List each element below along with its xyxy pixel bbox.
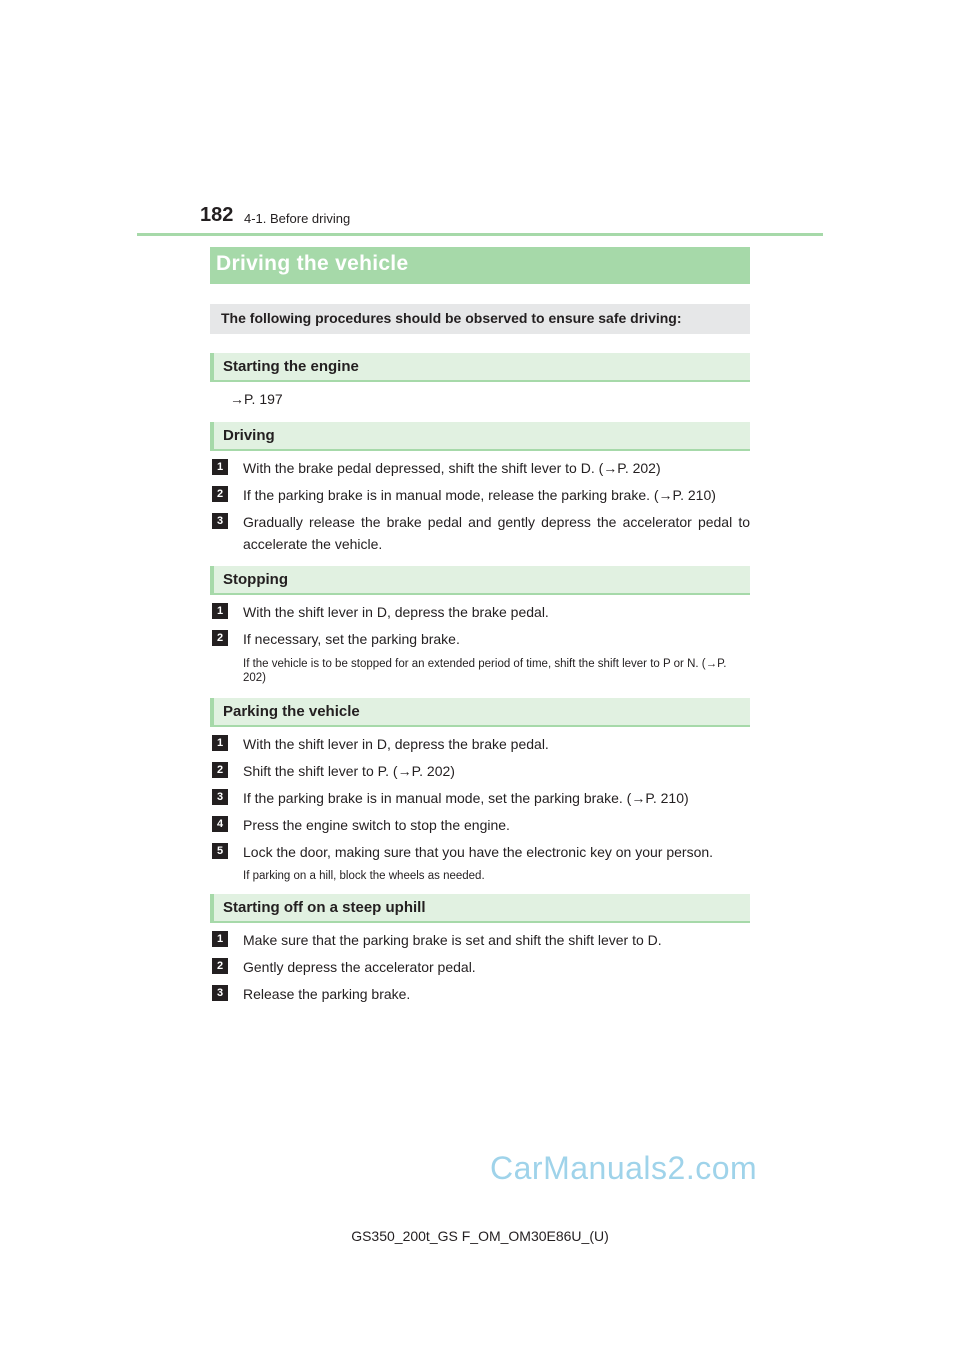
page-title-bar: [210, 247, 750, 284]
step-item: [210, 601, 750, 623]
step-number-badge: 4: [212, 816, 228, 832]
step-item: [210, 841, 750, 863]
step-item: [210, 929, 750, 951]
section-title: Stopping: [223, 571, 288, 588]
step-item: [210, 983, 750, 1005]
section-title: Driving: [223, 427, 275, 444]
section-header-parking: [210, 698, 750, 727]
footer-doc-code: GS350_200t_GS F_OM_OM30E86U_(U): [351, 1228, 609, 1244]
section-header-uphill: [210, 894, 750, 923]
step-item: [210, 733, 750, 755]
section-header-driving: [210, 422, 750, 451]
step-text: Shift the shift lever to P. (→P. 202): [243, 763, 455, 779]
step-item: [210, 814, 750, 836]
page-title: Driving the vehicle: [216, 252, 409, 275]
intro-text: The following procedures should be observed to ensure safe driving:: [221, 310, 682, 326]
step-item: [210, 457, 750, 479]
step-number-badge: 1: [212, 603, 228, 619]
step-item: [210, 484, 750, 506]
step-text: Gently depress the accelerator pedal.: [243, 959, 476, 975]
header-divider: [137, 233, 823, 236]
step-text: With the shift lever in D, depress the brake pedal.: [243, 604, 549, 620]
step-item: [210, 628, 750, 650]
step-text: Lock the door, making sure that you have the electronic key on your person.: [243, 844, 714, 860]
page-reference: →P. 197: [230, 391, 283, 407]
step-text: If the parking brake is in manual mode, set the parking brake. (→P. 210): [243, 790, 689, 806]
step-number-badge: 2: [212, 958, 228, 974]
step-text: If the parking brake is in manual mode, release the parking brake. (→P. 210): [243, 487, 716, 503]
section-title: Starting the engine: [223, 358, 359, 375]
watermark-logo: CarManuals2.com: [490, 1150, 758, 1186]
step-text: Release the parking brake.: [243, 986, 411, 1002]
step-number-badge: 3: [212, 513, 228, 529]
step-number-badge: 1: [212, 931, 228, 947]
step-number-badge: 2: [212, 762, 228, 778]
section-header-stopping: [210, 566, 750, 595]
step-number-badge: 3: [212, 985, 228, 1001]
step-text: Make sure that the parking brake is set and shift the shift lever to D.: [243, 932, 662, 948]
step-number-badge: 1: [212, 735, 228, 751]
intro-box: [210, 304, 750, 334]
step-text: With the shift lever in D, depress the brake pedal.: [243, 736, 549, 752]
step-text: If necessary, set the parking brake.: [243, 631, 460, 647]
step-number-badge: 3: [212, 789, 228, 805]
step-number-badge: 1: [212, 459, 228, 475]
step-number-badge: 2: [212, 630, 228, 646]
section-header-starting: [210, 353, 750, 382]
section-title: Starting off on a steep uphill: [223, 899, 426, 916]
step-item: [210, 787, 750, 809]
section-title: Parking the vehicle: [223, 703, 360, 720]
note-text: If parking on a hill, block the wheels as needed.: [243, 870, 485, 882]
step-number-badge: 5: [212, 843, 228, 859]
step-item: [210, 511, 750, 555]
note-text: If the vehicle is to be stopped for an extended period of time, shift the shift lever to P or N. (→P. 202): [243, 658, 727, 684]
step-text: With the brake pedal depressed, shift the shift lever to D. (→P. 202): [243, 460, 661, 476]
step-item: [210, 760, 750, 782]
page-number: 182: [200, 204, 234, 226]
step-text: Press the engine switch to stop the engine.: [243, 817, 510, 833]
step-number-badge: 2: [212, 486, 228, 502]
chapter-title: 4-1. Before driving: [244, 211, 351, 226]
step-item: [210, 956, 750, 978]
step-text: Gradually release the brake pedal and gently depress the accelerator pedal to accelerate the vehicle.: [243, 514, 750, 552]
